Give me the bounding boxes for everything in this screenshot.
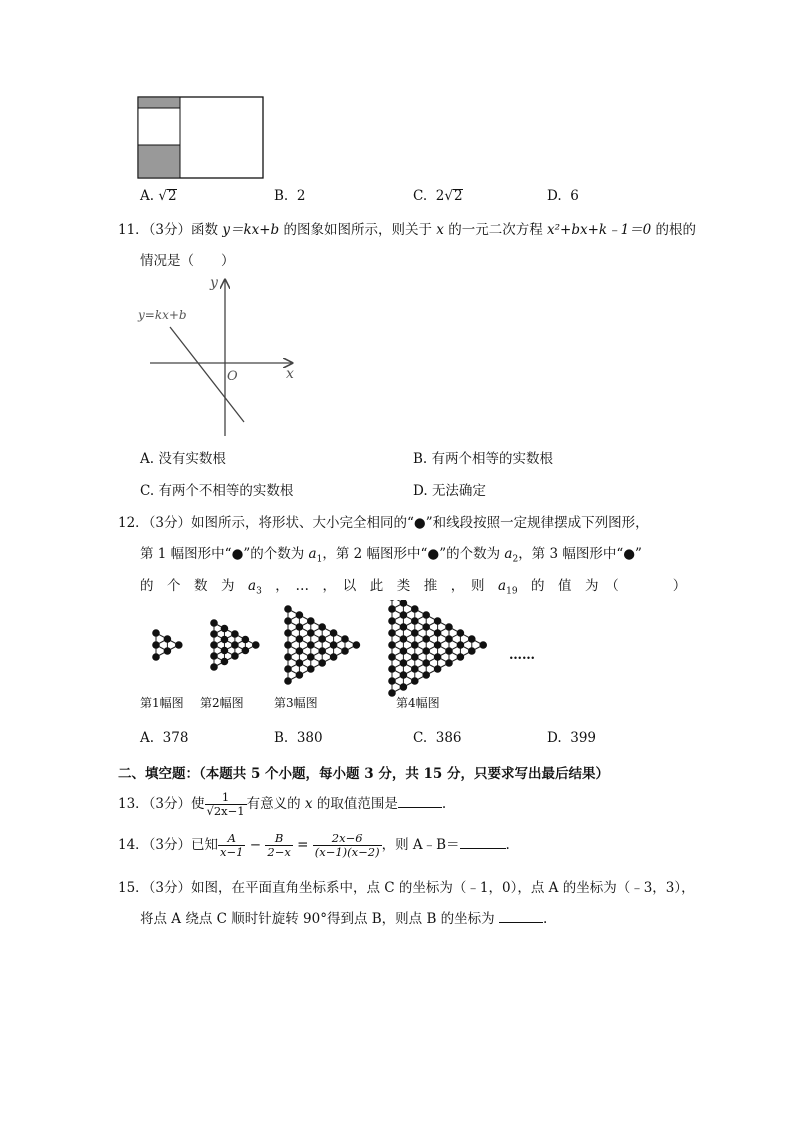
q11-line1: 11．（3分）函数 y＝kx+b 的图象如图所示，则关于 x 的一元二次方程 x²+bx+k﹣1＝0 的根的 (118, 222, 697, 238)
dot-figure-4 (388, 600, 487, 697)
dot (341, 635, 349, 643)
dot (388, 605, 396, 613)
dot (400, 623, 408, 631)
q10-figure (136, 95, 266, 181)
dot (411, 629, 419, 637)
dot (341, 647, 349, 655)
q11-option-a: A. 没有实数根 (140, 451, 226, 467)
dot (388, 617, 396, 625)
dot (411, 617, 419, 625)
dot (221, 647, 229, 655)
dot (434, 629, 442, 637)
dot (164, 635, 172, 643)
dot (252, 641, 260, 649)
dot (388, 600, 396, 601)
dot (388, 653, 396, 661)
dot (388, 665, 396, 673)
dot (221, 636, 229, 644)
dot (284, 677, 292, 685)
dot (307, 629, 315, 637)
dot (210, 630, 218, 638)
dot (210, 619, 218, 627)
dot (422, 647, 430, 655)
dot-figure-1 (152, 629, 182, 661)
q13-answer-blank[interactable] (398, 795, 442, 808)
dot (242, 636, 250, 644)
q12-figure-label-1: 第1幅图 (140, 696, 184, 710)
dot (422, 671, 430, 679)
dot (445, 635, 453, 643)
dot (479, 641, 487, 649)
dot (242, 647, 250, 655)
dot (422, 623, 430, 631)
dot (307, 665, 315, 673)
dot (434, 653, 442, 661)
dot (400, 600, 408, 607)
dot (318, 623, 326, 631)
origin-label: O (227, 369, 238, 384)
dot (210, 641, 218, 649)
dot (468, 635, 476, 643)
q12-dot-figures (130, 600, 550, 710)
dot (284, 617, 292, 625)
dot (284, 629, 292, 637)
dot (468, 647, 476, 655)
dot (400, 647, 408, 655)
dot-figure-2 (210, 619, 259, 671)
q12-figure-label-2: 第2幅图 (200, 696, 244, 710)
dot (210, 652, 218, 660)
q12-line1: 12．（3分）如图所示，将形状、大小完全相同的“●”和线段按照一定规律摆成下列图形， (118, 515, 649, 531)
bottom-square-shaded (138, 145, 180, 178)
dot (388, 689, 396, 697)
dot (400, 659, 408, 667)
dot (411, 641, 419, 649)
dot (318, 659, 326, 667)
dot (388, 629, 396, 637)
dot (457, 653, 465, 661)
dot (296, 659, 304, 667)
dot (307, 617, 315, 625)
top-strip-shaded (138, 97, 180, 108)
dot (210, 663, 218, 671)
dot (330, 653, 338, 661)
dot (284, 641, 292, 649)
dot (411, 605, 419, 613)
q11-option-d: D. 无法确定 (413, 483, 486, 499)
q12-option-b: B. 380 (274, 730, 323, 746)
q14-fraction-1: $\frac{A}{x-1}$ (220, 831, 244, 859)
dot (434, 665, 442, 673)
q13-fraction: $\frac{1}{√2x-1}$ (206, 790, 245, 818)
q10-option-d: D. 6 (547, 188, 579, 204)
dot-figure-3 (284, 605, 360, 685)
dot (307, 641, 315, 649)
dot (318, 647, 326, 655)
q10-option-a: A. √2 (140, 188, 177, 204)
q12-line2: 第 1 幅图形中“●”的个数为 $a_1$，第 2 幅图形中“●”的个数为 $a_2$，第 3 幅图形中“●” (140, 546, 642, 565)
q14-fraction-2: $\frac{B}{2-x}$ (267, 831, 291, 859)
dot (231, 641, 239, 649)
dot (388, 641, 396, 649)
dot (400, 635, 408, 643)
q12-option-a: A. 378 (140, 730, 189, 746)
q12-figure-label-4: 第4幅图 (396, 696, 440, 710)
q11-option-c: C. 有两个不相等的实数根 (140, 483, 294, 499)
q11-graph (136, 272, 306, 442)
q11-option-b: B. 有两个相等的实数根 (413, 451, 554, 467)
dot (434, 617, 442, 625)
dot (164, 647, 172, 655)
dot (330, 629, 338, 637)
dot (422, 611, 430, 619)
dot (296, 647, 304, 655)
dot (457, 629, 465, 637)
dot (400, 683, 408, 691)
dot (422, 635, 430, 643)
dot (445, 647, 453, 655)
dot (422, 659, 430, 667)
dot (400, 611, 408, 619)
dot (411, 665, 419, 673)
x-axis-label: x (286, 366, 294, 382)
q12-option-d: D. 399 (547, 730, 597, 746)
dot (353, 641, 361, 649)
q11-line2: 情况是（ ） (140, 253, 235, 269)
dot (388, 677, 396, 685)
q12-ellipsis: …… (509, 648, 535, 663)
q13: 13．（3分）使 $\frac{1}{√2x-1}$ 有意义的 x 的取值范围是 . (118, 790, 447, 818)
q15-answer-blank[interactable] (499, 910, 543, 923)
dot (434, 641, 442, 649)
y-axis-label: y (210, 275, 218, 291)
dot (152, 629, 160, 637)
dot (296, 635, 304, 643)
dot (284, 665, 292, 673)
dot (231, 630, 239, 638)
q14-answer-blank[interactable] (460, 836, 506, 849)
dot (296, 611, 304, 619)
dot (411, 653, 419, 661)
dot (221, 658, 229, 666)
dot (296, 623, 304, 631)
dot (284, 653, 292, 661)
dot (152, 653, 160, 661)
q14: 14．（3分）已知 $\frac{A}{x-1}$ − $\frac{B}{2-x}$ = $\frac{2x-6}{(x-1)(x-2)}$ ，则 A﹣B＝ . (118, 831, 510, 859)
dot (457, 641, 465, 649)
dot (175, 641, 183, 649)
line-label: y=kx+b (138, 308, 187, 322)
q12-figure-label-3: 第3幅图 (274, 696, 318, 710)
q12-option-c: C. 386 (413, 730, 462, 746)
dot (307, 653, 315, 661)
q15-line2: 将点 A 绕点 C 顺时针旋转 90°得到点 B，则点 B 的坐标为 . (140, 911, 548, 927)
dot (445, 659, 453, 667)
q10-option-c: C. 2√2 (413, 188, 463, 204)
white-square (138, 108, 180, 145)
dot (296, 671, 304, 679)
dot (152, 641, 160, 649)
dot (231, 652, 239, 660)
q14-fraction-3: $\frac{2x-6}{(x-1)(x-2)}$ (314, 831, 380, 859)
dot (411, 677, 419, 685)
dot (284, 605, 292, 613)
dot (445, 623, 453, 631)
dot (221, 625, 229, 633)
q12-line3: 的 个 数 为 $a_3$ ， … ， 以 此 类 推 ， 则 $a_{19}$ 的 值 为 （ ） (140, 578, 687, 597)
dot (318, 635, 326, 643)
q15-line1: 15．（3分）如图，在平面直角坐标系中，点 C 的坐标为（﹣1，0），点 A 的坐标为（﹣3，3）， (118, 880, 695, 896)
q10-option-b: B. 2 (274, 188, 306, 204)
section-2-heading: 二、填空题：（本题共 5 个小题，每小题 3 分，共 15 分，只要求写出最后结果） (118, 766, 610, 782)
dot (330, 641, 338, 649)
dot (400, 671, 408, 679)
